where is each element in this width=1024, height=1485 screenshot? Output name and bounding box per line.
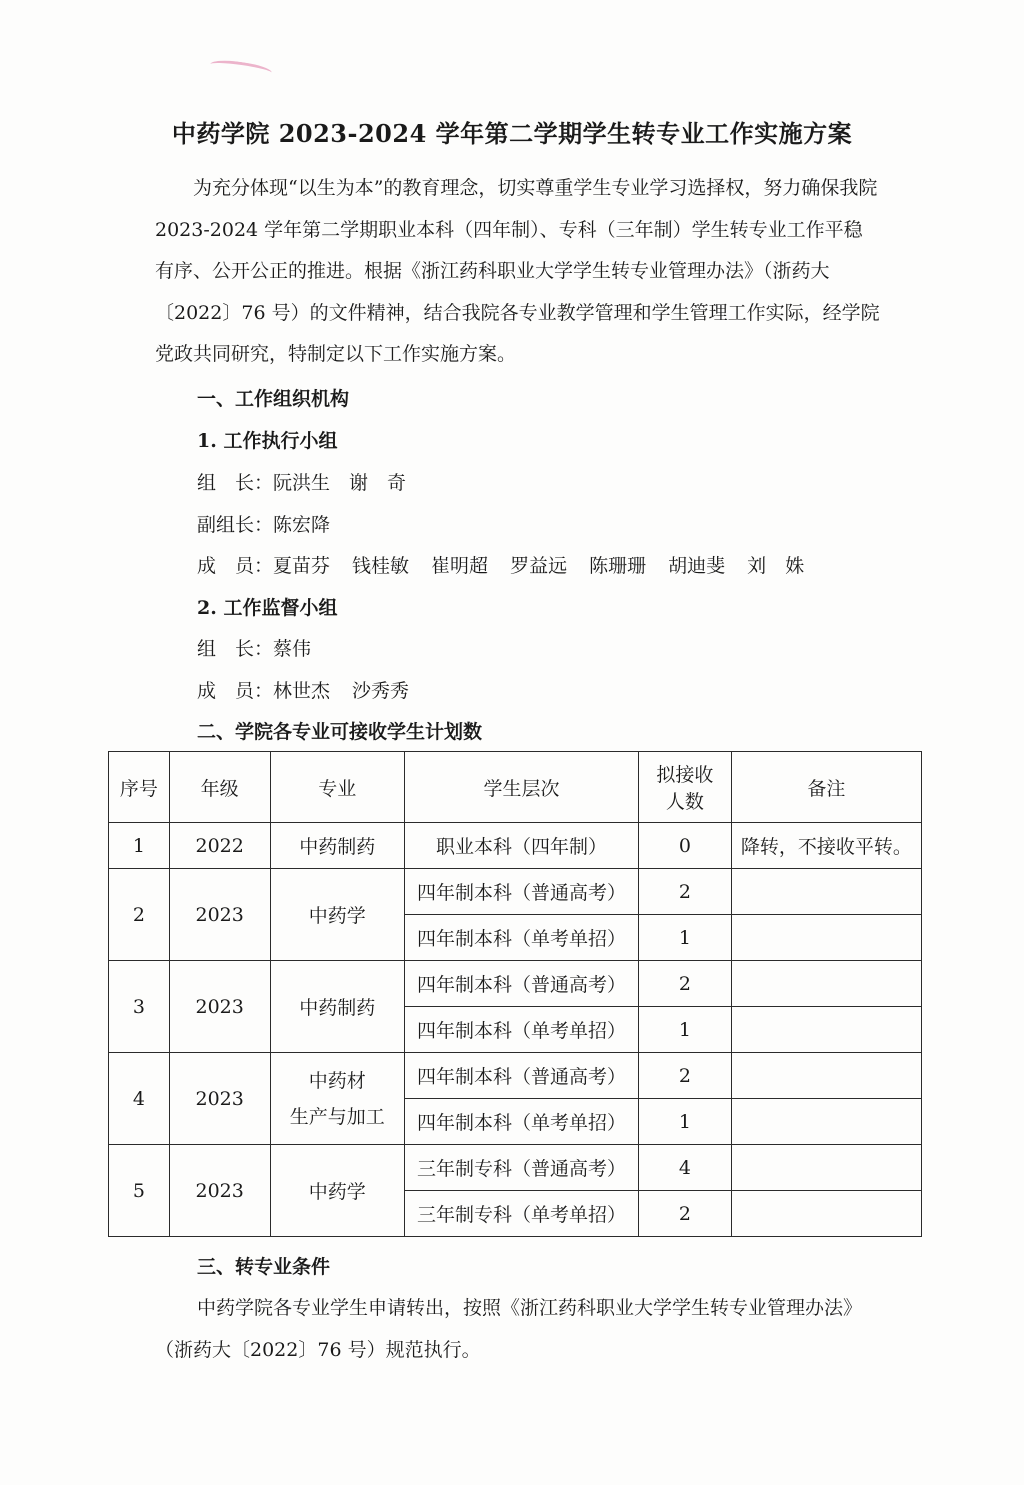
member-name: 沙秀秀 bbox=[352, 680, 410, 702]
header-major: 专业 bbox=[270, 752, 404, 823]
intro-paragraph: 为充分体现“以生为本”的教育理念，切实尊重学生专业学习选择权，努力确保我院 2023-2024 学年第二学期职业本科（四年制）、专科（三年制）学生转专业工作平稳有序、公开公正的推进。根据《浙江药科职业大学学生转专业管理办法》（浙药大〔2022〕76 号）的文件精神，结合我院各专业教学管理和学生管理工作实际，经学院党政共同研究，特制定以下工作实施方案。 bbox=[155, 177, 880, 365]
cell-grade: 2022 bbox=[169, 823, 270, 869]
cell-quota: 1 bbox=[639, 915, 732, 961]
cell-quota: 1 bbox=[639, 1099, 732, 1145]
header-note: 备注 bbox=[731, 752, 921, 823]
cell-quota: 2 bbox=[639, 961, 732, 1007]
cell-note bbox=[731, 1099, 921, 1145]
header-quota-line2: 人数 bbox=[665, 791, 704, 813]
deputy-label: 副组长： bbox=[197, 514, 274, 536]
cell-quota: 1 bbox=[639, 1007, 732, 1053]
cell-quota: 2 bbox=[639, 1053, 732, 1099]
member-name: 夏苗芬 bbox=[273, 555, 331, 577]
cell-quota: 4 bbox=[639, 1145, 732, 1191]
cell-level: 四年制本科（普通高考） bbox=[404, 961, 638, 1007]
cell-level: 四年制本科（普通高考） bbox=[404, 869, 638, 915]
pink-pen-mark bbox=[209, 58, 272, 80]
cell-grade: 2023 bbox=[169, 961, 270, 1053]
cell-major: 中药制药 bbox=[270, 961, 404, 1053]
cell-note bbox=[731, 1053, 921, 1099]
group1-deputy-line bbox=[197, 510, 330, 537]
cell-no: 1 bbox=[109, 823, 170, 869]
cell-level: 四年制本科（单考单招） bbox=[404, 915, 638, 961]
member-name: 钱桂敏 bbox=[352, 555, 410, 577]
header-quota bbox=[639, 752, 732, 823]
section3-heading: 三、转专业条件 bbox=[197, 1256, 331, 1278]
section3-body: 中药学院各专业学生申请转出，按照《浙江药科职业大学学生转专业管理办法》（浙药大〔2022〕76 号）规范执行。 bbox=[155, 1297, 863, 1361]
section2-heading: 二、学院各专业可接收学生计划数 bbox=[197, 721, 483, 743]
document-title: 中药学院 2023-2024 学年第二学期学生转专业工作实施方案 bbox=[171, 119, 853, 148]
cell-note bbox=[731, 1191, 921, 1237]
leader-label: 组 长： bbox=[197, 638, 274, 660]
table-row bbox=[109, 823, 922, 869]
header-grade: 年级 bbox=[169, 752, 270, 823]
cell-note bbox=[731, 915, 921, 961]
cell-major: 中药学 bbox=[270, 869, 404, 961]
header-level: 学生层次 bbox=[404, 752, 638, 823]
member-name: 罗益远 bbox=[510, 555, 568, 577]
cell-grade: 2023 bbox=[169, 869, 270, 961]
transfer-quota-table bbox=[108, 751, 922, 1237]
leader-name-2: 谢 奇 bbox=[349, 472, 407, 494]
table-header-row bbox=[109, 752, 922, 823]
cell-level: 四年制本科（单考单招） bbox=[404, 1007, 638, 1053]
group1-leader-line bbox=[197, 468, 406, 495]
cell-no: 2 bbox=[109, 869, 170, 961]
cell-major-line1: 中药材 bbox=[308, 1069, 366, 1092]
cell-level: 四年制本科（单考单招） bbox=[404, 1099, 638, 1145]
table-row bbox=[109, 1145, 922, 1191]
cell-quota: 2 bbox=[639, 869, 732, 915]
group1-heading: 1. 工作执行小组 bbox=[197, 430, 338, 452]
cell-grade: 2023 bbox=[169, 1053, 270, 1145]
member-name: 刘 姝 bbox=[747, 555, 805, 577]
cell-note bbox=[731, 869, 921, 915]
cell-note bbox=[731, 961, 921, 1007]
cell-level: 四年制本科（普通高考） bbox=[404, 1053, 638, 1099]
leader-name: 蔡伟 bbox=[273, 638, 312, 660]
table-row bbox=[109, 869, 922, 915]
group2-heading: 2. 工作监督小组 bbox=[197, 597, 338, 619]
cell-major: 中药学 bbox=[270, 1145, 404, 1237]
cell-note bbox=[731, 1007, 921, 1053]
member-name: 胡迪斐 bbox=[668, 555, 726, 577]
group2-member-line bbox=[197, 676, 431, 703]
leader-name-1: 阮洪生 bbox=[273, 472, 331, 494]
cell-no: 3 bbox=[109, 961, 170, 1053]
deputy-name: 陈宏降 bbox=[273, 514, 331, 536]
member-label: 成 员： bbox=[197, 680, 274, 702]
cell-no: 5 bbox=[109, 1145, 170, 1237]
group1-member-line bbox=[197, 551, 826, 578]
cell-major: 中药制药 bbox=[270, 823, 404, 869]
member-name: 陈珊珊 bbox=[589, 555, 647, 577]
table-row bbox=[109, 1053, 922, 1099]
cell-level: 职业本科（四年制） bbox=[404, 823, 638, 869]
cell-note: 降转，不接收平转。 bbox=[731, 823, 921, 869]
cell-quota: 0 bbox=[639, 823, 732, 869]
cell-grade: 2023 bbox=[169, 1145, 270, 1237]
group2-leader-line bbox=[197, 634, 311, 661]
member-label: 成 员： bbox=[197, 555, 274, 577]
cell-major bbox=[270, 1053, 404, 1145]
header-no: 序号 bbox=[109, 752, 170, 823]
leader-label: 组 长： bbox=[197, 472, 274, 494]
cell-major-line2: 生产与加工 bbox=[289, 1105, 385, 1128]
member-name: 林世杰 bbox=[273, 680, 331, 702]
member-name: 崔明超 bbox=[431, 555, 489, 577]
cell-level: 三年制专科（普通高考） bbox=[404, 1145, 638, 1191]
cell-quota: 2 bbox=[639, 1191, 732, 1237]
section1-heading: 一、工作组织机构 bbox=[197, 388, 350, 410]
cell-no: 4 bbox=[109, 1053, 170, 1145]
header-quota-line1: 拟接收 bbox=[656, 764, 714, 786]
cell-note bbox=[731, 1145, 921, 1191]
cell-level: 三年制专科（单考单招） bbox=[404, 1191, 638, 1237]
table-row bbox=[109, 961, 922, 1007]
